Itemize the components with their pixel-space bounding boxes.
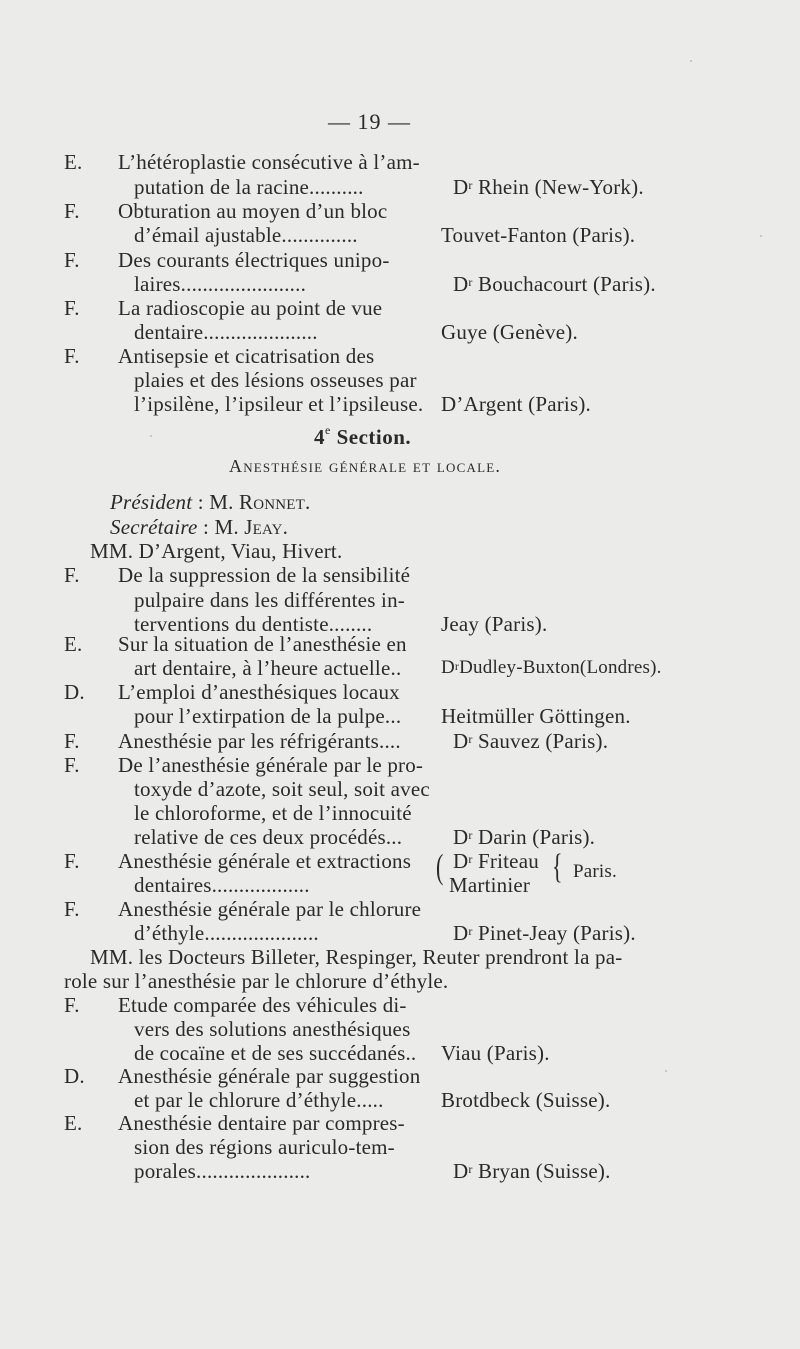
paper-speckle — [690, 60, 692, 62]
paper-speckle — [150, 435, 152, 437]
entry-letter: F. — [64, 729, 80, 753]
entry-title-line: Anesthésie générale par suggestion — [118, 1064, 421, 1088]
author-name: Bryan (Suisse). — [472, 1159, 611, 1183]
entry-letter: F. — [64, 849, 80, 873]
right-brace-icon: { — [552, 846, 563, 886]
entry-letter: F. — [64, 563, 80, 587]
author-name: Rhein (New-York). — [472, 175, 644, 199]
entry-title-line: Des courants électriques unipo- — [118, 248, 390, 272]
section-title-text: Section. — [330, 425, 412, 449]
author-name: Dudley-Buxton(Londres). — [459, 657, 662, 678]
author-title: $D^r$ — [453, 825, 473, 849]
entry-author: Martinier — [449, 873, 531, 897]
section-subtitle: Anesthésie générale et locale. — [229, 456, 502, 476]
entry-author: D’Argent (Paris). — [441, 392, 591, 416]
author-title-sup: r — [468, 1162, 473, 1176]
entry-author — [453, 175, 644, 199]
entry-title-line: L’emploi d’anesthésiques locaux — [118, 680, 400, 704]
author-name: Pinet-Jeay (Paris). — [472, 921, 636, 945]
entry-author — [453, 825, 595, 849]
entry-title-line: Sur la situation de l’anesthésie en — [118, 632, 407, 656]
entry-title-line: pour l’extirpation de la pulpe... — [134, 704, 402, 728]
entry-title-line: d’éthyle..................... — [134, 921, 319, 945]
entry-title-line: et par le chlorure d’éthyle..... — [134, 1088, 384, 1112]
author-title-sup: r — [468, 852, 473, 866]
author-title-sup: r — [468, 178, 473, 192]
entry-letter: F. — [64, 248, 80, 272]
entry-letter: D. — [64, 1064, 85, 1088]
left-brace-icon: ( — [436, 846, 444, 886]
entry-title-line: Antisepsie et cicatrisation des — [118, 344, 375, 368]
section-number-sup: e — [325, 423, 331, 437]
author-name: Darin (Paris). — [472, 825, 596, 849]
entry-author — [453, 921, 636, 945]
entry-author: Guye (Genève). — [441, 320, 578, 344]
author-title-sup: r — [468, 275, 473, 289]
entry-letter: E. — [64, 150, 83, 174]
paragraph-line: role sur l’anesthésie par le chlorure d’éthyle. — [64, 969, 449, 993]
paper-speckle — [760, 235, 762, 237]
paper-speckle — [665, 1070, 667, 1072]
section-number: 4 — [314, 425, 325, 449]
entry-title-line: Anesthésie par les réfrigérants.... — [118, 729, 401, 753]
entry-title-line: vers des solutions anesthésiques — [134, 1017, 411, 1041]
entry-letter: F. — [64, 993, 80, 1017]
entry-title-line: d’émail ajustable.............. — [134, 223, 358, 247]
entry-title-line: La radioscopie au point de vue — [118, 296, 383, 320]
entry-letter: F. — [64, 897, 80, 921]
entry-title-line: relative de ces deux procédés... — [134, 825, 403, 849]
entry-title-line: Obturation au moyen d’un bloc — [118, 199, 388, 223]
entry-title-line: dentaires.................. — [134, 873, 310, 897]
entry-author — [441, 656, 662, 680]
entry-title-line: Anesthésie générale par le chlorure — [118, 897, 422, 921]
entry-title-line: Anesthésie dentaire par compres- — [118, 1111, 405, 1135]
members-line: MM. D’Argent, Viau, Hivert. — [90, 539, 343, 563]
author-title: $D^r$ — [453, 175, 473, 199]
entry-letter: E. — [64, 1111, 83, 1135]
entry-author: Brotdbeck (Suisse). — [441, 1088, 611, 1112]
author-name: Friteau — [472, 849, 539, 873]
author-name: Sauvez (Paris). — [472, 729, 609, 753]
author-title: $D^r$ — [453, 729, 473, 753]
author-title-sup: r — [468, 828, 473, 842]
author-title: $D^r$ — [453, 849, 473, 873]
section-title — [314, 425, 411, 450]
entry-author — [453, 849, 539, 873]
entry-author: Jeay (Paris). — [441, 612, 548, 636]
paragraph-line: MM. les Docteurs Billeter, Respinger, Reuter prendront la pa- — [90, 945, 623, 969]
entry-title-line: l’ipsilène, l’ipsileur et l’ipsileuse. — [134, 392, 424, 416]
page-number: — 19 — — [328, 109, 411, 134]
author-title: $D^r$ — [453, 1159, 473, 1183]
entry-author: Heitmüller Göttingen. — [441, 704, 631, 728]
entry-author — [453, 1159, 611, 1183]
entry-letter: F. — [64, 753, 80, 777]
president-label: Président — [110, 490, 193, 514]
entry-author — [453, 272, 656, 296]
entry-title-line: De la suppression de la sensibilité — [118, 563, 411, 587]
entry-author: Viau (Paris). — [441, 1041, 550, 1065]
entry-title-line: plaies et des lésions osseuses par — [134, 368, 417, 392]
entry-title-line: De l’anesthésie générale par le pro- — [118, 753, 424, 777]
entry-letter: F. — [64, 344, 80, 368]
entry-title-line: le chloroforme, et de l’innocuité — [134, 801, 412, 825]
entry-title-line: putation de la racine.......... — [134, 175, 364, 199]
entry-title-line: L’hétéroplastie consécutive à l’am- — [118, 150, 420, 174]
entry-author: Touvet-Fanton (Paris). — [441, 223, 636, 247]
entry-title-line: de cocaïne et de ses succédanés.. — [134, 1041, 417, 1065]
entry-title-line: art dentaire, à l’heure actuelle.. — [134, 656, 402, 680]
author-title: $D^r$ — [453, 272, 473, 296]
president-line — [110, 490, 310, 514]
entry-letter: D. — [64, 680, 85, 704]
entry-letter: F. — [64, 296, 80, 320]
author-title-sup: r — [468, 732, 473, 746]
entry-letter: F. — [64, 199, 80, 223]
secretaire-name: : M. Jeay. — [197, 515, 289, 539]
entry-title-line: terventions du dentiste........ — [134, 612, 373, 636]
entry-title-line: Etude comparée des véhicules di- — [118, 993, 407, 1017]
secretaire-line — [110, 515, 288, 539]
entry-city: Paris. — [573, 861, 617, 882]
secretaire-label: Secrétaire — [110, 515, 198, 539]
entry-title-line: dentaire..................... — [134, 320, 318, 344]
entry-title-line: pulpaire dans les différentes in- — [134, 588, 405, 612]
entry-title-line: sion des régions auriculo-tem- — [134, 1135, 395, 1159]
president-name: : M. Ronnet. — [192, 490, 311, 514]
entry-title-line: porales..................... — [134, 1159, 311, 1183]
author-name: Bouchacourt (Paris). — [472, 272, 656, 296]
author-title: $D^r$ — [453, 921, 473, 945]
entry-title-line: Anesthésie générale et extractions — [118, 849, 412, 873]
author-title-sup: r — [454, 659, 460, 673]
author-title: $D^r$ — [441, 657, 460, 678]
entry-author — [453, 729, 608, 753]
entry-letter: E. — [64, 632, 83, 656]
entry-title-line: laires....................... — [134, 272, 307, 296]
entry-title-line: toxyde d’azote, soit seul, soit avec — [134, 777, 430, 801]
author-title-sup: r — [468, 924, 473, 938]
